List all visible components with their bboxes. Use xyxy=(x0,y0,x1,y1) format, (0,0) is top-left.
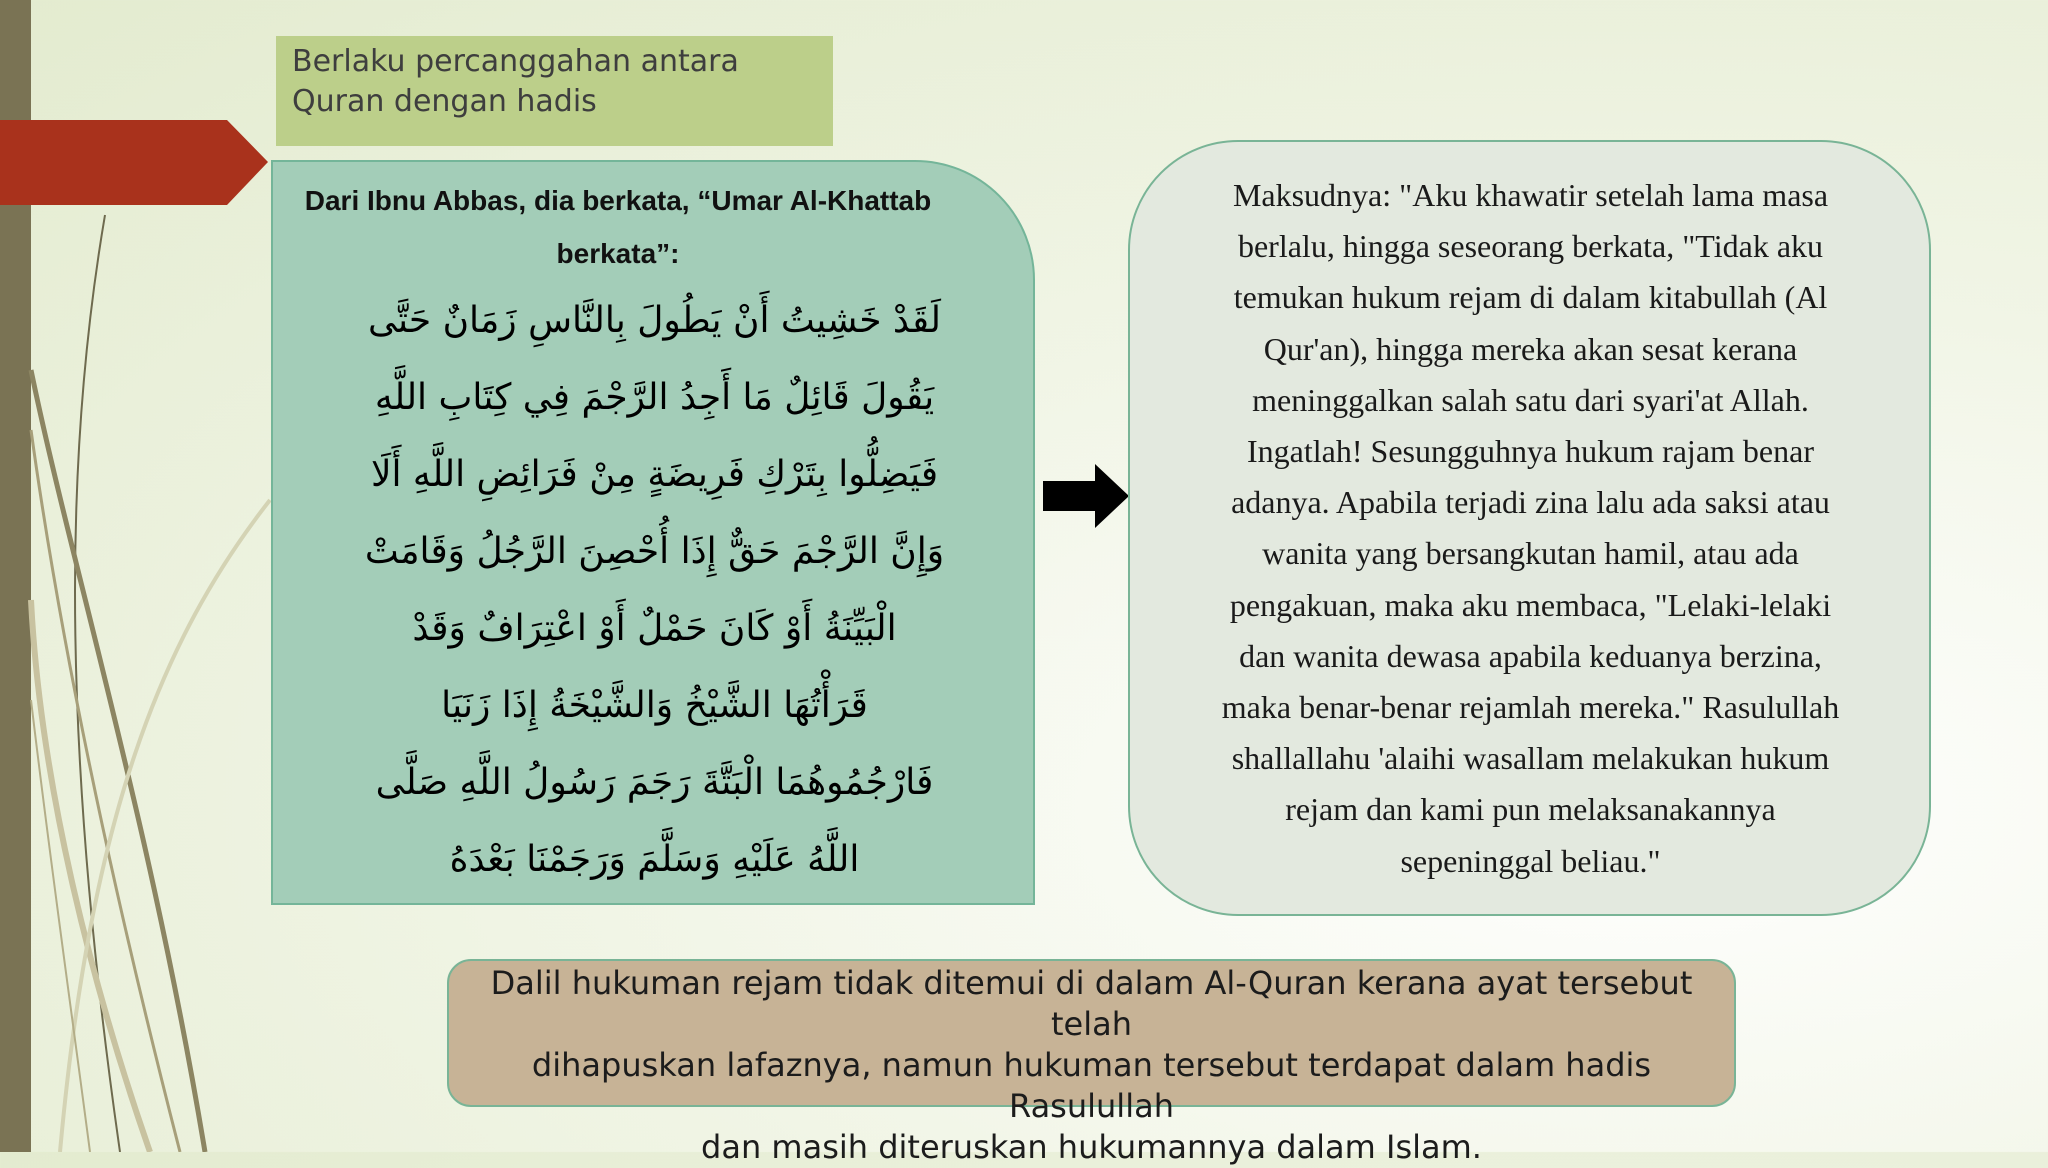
hadis-heading-line-1: Dari Ibnu Abbas, dia berkata, “Umar Al-Khattab xyxy=(304,185,932,216)
arabic-line-3: فَيَضِلُّوا بِتَرْكِ فَرِيضَةٍ مِنْ فَرَائِضِ اللَّهِ أَلَا xyxy=(370,454,939,495)
arabic-line-8: اللَّهُ عَلَيْهِ وَسَلَّمَ وَرَجَمْنَا بَعْدَهُ xyxy=(449,839,860,880)
meaning-line: rejam dan kami pun melaksanakannya xyxy=(1285,791,1776,828)
meaning-line: maka benar-benar rejamlah mereka." Rasulullah xyxy=(1221,689,1840,726)
summary-line-1: Dalil hukuman rejam tidak ditemui di dalam Al-Quran kerana ayat tersebut telah xyxy=(490,964,1693,1043)
meaning-line: adanya. Apabila terjadi zina lalu ada saksi atau xyxy=(1231,484,1830,521)
meaning-line: sepeninggal beliau." xyxy=(1400,842,1661,879)
title-line-1: Berlaku percanggahan antara xyxy=(292,44,739,79)
summary-box xyxy=(447,959,1736,1166)
hadis-box xyxy=(271,160,1035,905)
summary-text xyxy=(449,963,1734,1168)
hadis-heading-line-2: berkata”: xyxy=(556,238,680,269)
arabic-line-6: قَرَأْتُهَا الشَّيْخُ وَالشَّيْخَةُ إِذَا زَنَيَا xyxy=(441,685,868,726)
arabic-hadis-text xyxy=(273,282,1036,898)
meaning-line: temukan hukum rejam di dalam kitabullah (Al xyxy=(1233,279,1828,316)
meaning-line: Qur'an), hingga mereka akan sesat kerana xyxy=(1263,330,1798,367)
arabic-line-2: يَقُولَ قَائِلٌ مَا أَجِدُ الرَّجْمَ فِي كِتَابِ اللَّهِ xyxy=(374,377,935,418)
meaning-line: wanita yang bersangkutan hamil, atau ada xyxy=(1262,535,1799,572)
red-arrow-tab-icon xyxy=(0,120,268,205)
meaning-line: meninggalkan salah satu dari syari'at Allah. xyxy=(1252,381,1809,418)
slide-title xyxy=(276,36,833,146)
summary-line-2: dihapuskan lafaznya, namun hukuman tersebut terdapat dalam hadis Rasulullah xyxy=(531,1046,1652,1125)
meaning-line: shallallahu 'alaihi wasallam melakukan hukum xyxy=(1231,740,1830,777)
arabic-line-1: لَقَدْ خَشِيتُ أَنْ يَطُولَ بِالنَّاسِ زَمَانٌ حَتَّى xyxy=(368,300,941,341)
arabic-line-4: وَإِنَّ الرَّجْمَ حَقٌّ إِذَا أُحْصِنَ الرَّجُلُ وَقَامَتْ xyxy=(364,531,945,572)
arabic-line-7: فَارْجُمُوهُمَا الْبَتَّةَ رَجَمَ رَسُولُ اللَّهِ صَلَّى xyxy=(375,762,934,803)
hadis-heading xyxy=(273,174,963,280)
meaning-text xyxy=(1160,170,1901,887)
arabic-line-5: الْبَيِّنَةُ أَوْ كَانَ حَمْلٌ أَوْ اعْتِرَافٌ وَقَدْ xyxy=(412,608,897,649)
meaning-line: pengakuan, maka aku membaca, "Lelaki-lelaki xyxy=(1229,586,1832,623)
meaning-line: Maksudnya: "Aku khawatir setelah lama masa xyxy=(1232,177,1829,213)
title-line-2: Quran dengan hadis xyxy=(292,84,597,119)
meaning-line: berlalu, hingga seseorang berkata, "Tidak aku xyxy=(1237,228,1824,265)
meaning-line: Ingatlah! Sesungguhnya hukum rajam benar xyxy=(1247,433,1814,470)
meaning-line: dan wanita dewasa apabila keduanya berzina, xyxy=(1239,637,1822,674)
right-arrow-icon xyxy=(1043,464,1129,528)
meaning-box xyxy=(1128,140,1931,916)
summary-line-3: dan masih diteruskan hukumannya dalam Islam. xyxy=(701,1128,1482,1166)
